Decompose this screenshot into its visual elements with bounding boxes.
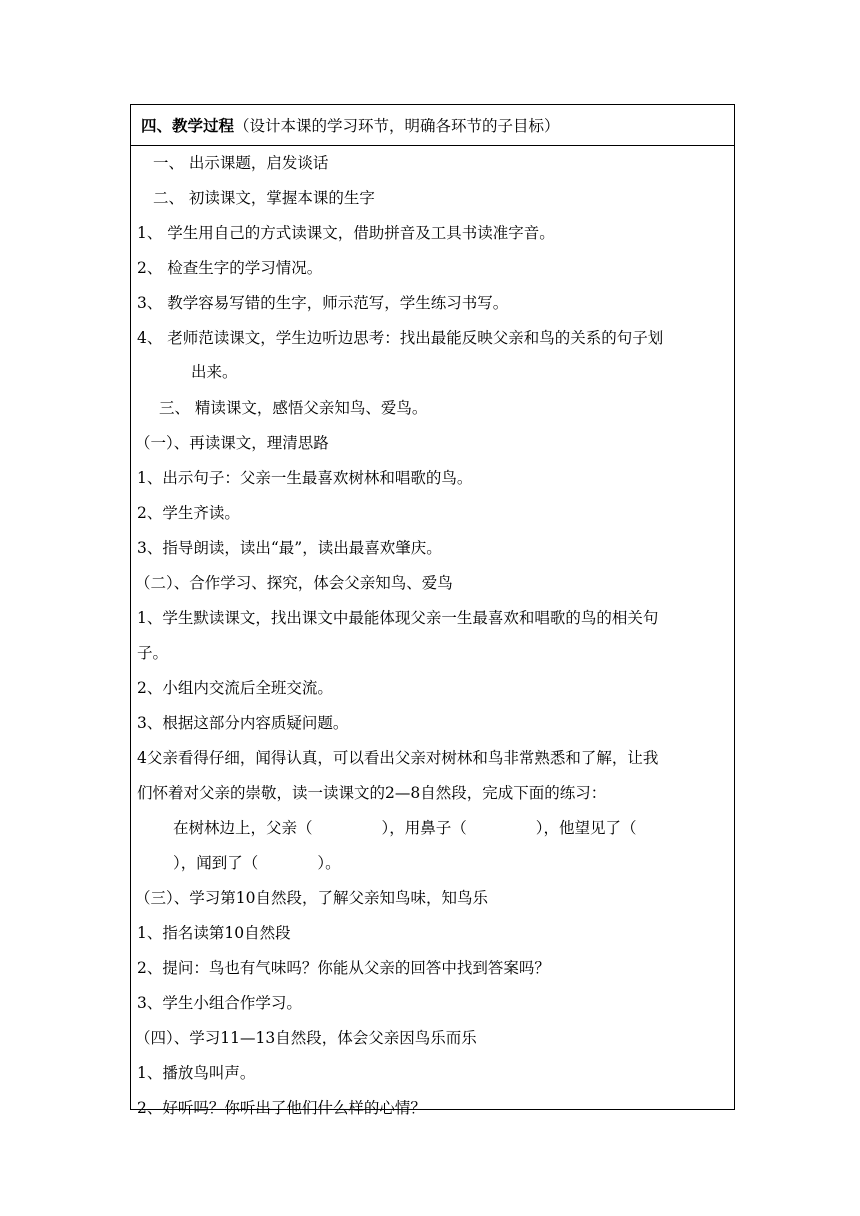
sub-heading: （一）、再读课文，理清思路 [135, 434, 329, 452]
section-subtitle: （设计本课的学习环节，明确各环节的子目标） [234, 117, 560, 135]
list-item: 2、好听吗？你听出了他们什么样的心情？ [137, 1099, 426, 1117]
list-item: 3、 教学容易写错的生字，师示范写，学生练习书写。 [137, 294, 509, 312]
list-item: 3、学生小组合作学习。 [137, 994, 302, 1012]
fill-in-exercise-continuation: ），闻到了（ ）。 [173, 854, 341, 872]
list-item: 1、播放鸟叫声。 [137, 1064, 256, 1082]
step-heading: 三、 精读课文，感悟父亲知鸟、爱鸟。 [159, 399, 428, 417]
sub-heading: （三）、学习第10自然段，了解父亲知鸟味，知鸟乐 [135, 889, 488, 907]
list-item-continuation: 出来。 [191, 363, 238, 381]
list-item: 1、学生默读课文，找出课文中最能体现父亲一生最喜欢和唱歌的鸟的相关句 [137, 609, 659, 627]
list-item: 2、 检查生字的学习情况。 [137, 259, 323, 277]
fill-in-exercise: 在树林边上，父亲（ ），用鼻子（ ），他望见了（ [173, 819, 637, 837]
list-item: 1、 学生用自己的方式读课文，借助拼音及工具书读准字音。 [137, 224, 555, 242]
section-title: 四、教学过程 [141, 116, 235, 135]
list-item: 3、根据这部分内容质疑问题。 [137, 714, 349, 732]
list-item-continuation: 子。 [137, 644, 169, 662]
sub-heading: （二）、合作学习、探究，体会父亲知鸟、爱鸟 [135, 574, 453, 592]
list-item: 2、学生齐读。 [137, 504, 240, 522]
lesson-plan-table [130, 104, 735, 1117]
list-item: 2、小组内交流后全班交流。 [137, 679, 333, 697]
list-item: 4父亲看得仔细，闻得认真，可以看出父亲对树林和鸟非常熟悉和了解，让我 [137, 749, 659, 767]
list-item: 3、指导朗读，读出“最”，读出最喜欢肇庆。 [137, 539, 442, 557]
section-header [131, 105, 734, 146]
list-item: 2、提问：鸟也有气味吗？你能从父亲的回答中找到答案吗？ [137, 959, 550, 977]
list-item-continuation: 们怀着对父亲的崇敬，读一读课文的2—8自然段，完成下面的练习： [137, 784, 607, 802]
step-heading: 二、 初读课文，掌握本课的生字 [153, 189, 375, 207]
sub-heading: （四）、学习11—13自然段，体会父亲因鸟乐而乐 [135, 1029, 477, 1047]
list-item: 1、出示句子：父亲一生最喜欢树林和唱歌的鸟。 [137, 469, 473, 487]
list-item: 4、 老师范读课文，学生边听边思考：找出最能反映父亲和鸟的关系的句子划 [137, 329, 664, 347]
step-heading: 一、 出示课题，启发谈话 [153, 154, 329, 172]
list-item: 1、指名读第10自然段 [137, 924, 291, 942]
